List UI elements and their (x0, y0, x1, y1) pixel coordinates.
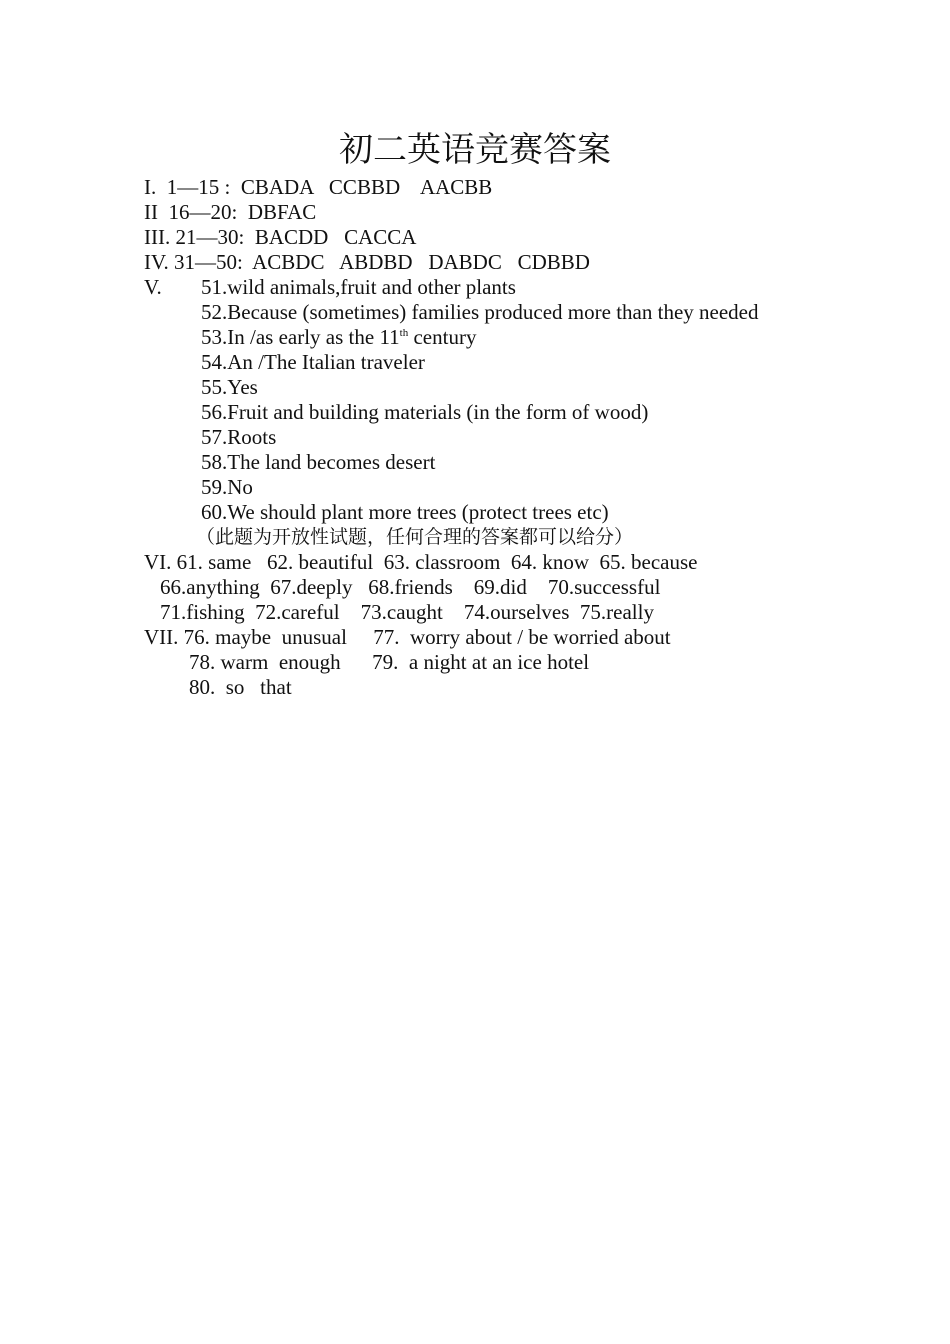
answer-55: 55.Yes (201, 375, 258, 399)
section-6-line-2: 66.anything 67.deeply 68.friends 69.did 70.successful (160, 575, 661, 599)
answer-51: 51.wild animals,fruit and other plants (201, 275, 516, 299)
section-6-line-1: VI. 61. same 62. beautiful 63. classroom 64. know 65. because (144, 550, 698, 574)
section-4-answers: IV. 31—50: ACBDC ABDBD DABDC CDBBD (144, 250, 590, 274)
answer-56: 56.Fruit and building materials (in the form of wood) (201, 400, 649, 424)
open-question-note: （此题为开放性试题，任何合理的答案都可以给分） (196, 526, 634, 548)
section-6-line-3: 71.fishing 72.careful 73.caught 74.ourselves 75.really (160, 600, 654, 624)
answer-59: 59.No (201, 475, 253, 499)
answer-60: 60.We should plant more trees (protect trees etc) (201, 500, 609, 524)
section-3-answers: III. 21—30: BACDD CACCA (144, 225, 417, 249)
answer-53-text: 53.In /as early as the 11 (201, 325, 400, 349)
answer-54: 54.An /The Italian traveler (201, 350, 425, 374)
answer-53-tail: century (408, 325, 477, 349)
answer-53 (201, 325, 476, 349)
answer-57: 57.Roots (201, 425, 277, 449)
answer-53-superscript: th (399, 327, 409, 339)
answer-58: 58.The land becomes desert (201, 450, 436, 474)
answer-52: 52.Because (sometimes) families produced more than they needed (201, 300, 759, 324)
section-5-label: V. (144, 275, 162, 299)
section-2-answers: II 16—20: DBFAC (144, 200, 317, 224)
section-7-line-2: 78. warm enough 79. a night at an ice hotel (189, 650, 590, 674)
section-1-answers: I. 1—15 : CBADA CCBBD AACBB (144, 175, 493, 199)
section-7-line-1: VII. 76. maybe unusual 77. worry about / be worried about (144, 625, 671, 649)
page-title: 初二英语竞赛答案 (339, 130, 611, 170)
section-7-line-3: 80. so that (189, 675, 292, 699)
